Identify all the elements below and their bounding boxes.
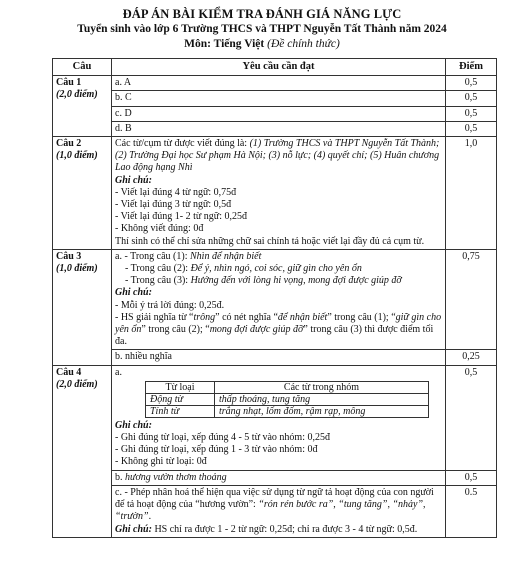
q3-content	[112, 249, 446, 350]
q3-n2k1: để nhận biết	[277, 311, 328, 323]
q2-note-label: Ghi chú:	[115, 174, 152, 186]
q2-extra: Thí sinh có thể chỉ sửa những chữ sai chính tả hoặc viết lại đầy đủ cả cụm từ.	[115, 235, 425, 247]
q3-n2w: trông	[193, 311, 216, 323]
inner-type-1: Động từ	[146, 393, 215, 405]
q2-answer	[115, 138, 442, 175]
q4-c-pt: 0.5	[446, 485, 497, 537]
q2-note-3: - Viết lại đúng 1- 2 từ ngữ: 0,25đ	[115, 211, 247, 223]
q1-row-d: d. B	[112, 121, 446, 136]
inner-words-1: thấp thoáng, tung tăng	[215, 393, 429, 405]
q3-a1	[115, 251, 442, 263]
q2-note-2: - Viết lại đúng 3 từ ngữ: 0,5đ	[115, 199, 232, 211]
q1-pt-c: 0,5	[446, 106, 497, 121]
q1-row-b: b. C	[112, 91, 446, 106]
subject-note: (Đề chính thức)	[267, 38, 340, 50]
doc-title: ĐÁP ÁN BÀI KIỂM TRA ĐÁNH GIÁ NĂNG LỰC	[122, 7, 402, 21]
inner-h-words: Các từ trong nhóm	[215, 381, 429, 393]
inner-row	[146, 405, 429, 417]
q3-points: (1,0 điểm)	[56, 263, 98, 275]
q3-n2k2: giữ gìn cho yên ổn	[115, 311, 442, 336]
q4-a-label: a.	[115, 366, 122, 378]
q4-b-prefix: b.	[115, 471, 125, 483]
q4-c-q3: “nhảy”	[392, 499, 424, 511]
q4-c-sep2: ,	[387, 499, 393, 511]
inner-h-type: Từ loại	[146, 381, 215, 393]
q4-c	[112, 485, 446, 537]
q2-note-4: - Không viết đúng: 0đ	[115, 223, 204, 235]
q3-a2-prefix: - Trong câu (2):	[125, 263, 191, 275]
table-header-row	[53, 59, 497, 76]
q1-pt-a: 0,5	[446, 76, 497, 91]
q3-b-pt: 0,25	[446, 350, 497, 365]
q4-a-pt: 0,5	[446, 365, 497, 470]
table-row	[53, 249, 497, 350]
q3-n2d: ” trong câu (2); “	[141, 324, 210, 336]
q4-c-q2: “tung tăng”	[338, 499, 388, 511]
inner-header-row	[146, 381, 429, 393]
q4-c-q4: “trườn”	[115, 511, 149, 523]
q4-b	[112, 470, 446, 485]
table-row	[53, 137, 497, 250]
q2-label: Câu 2	[56, 138, 82, 150]
q4-c-text	[115, 487, 442, 524]
q3-n2k3: mong đợi được giúp đỡ	[209, 324, 304, 336]
q4-note-label: Ghi chú:	[115, 419, 152, 431]
q4-b-text: hương vườn thơm thoảng	[125, 471, 227, 483]
subject-label: Môn: Tiếng Việt	[184, 38, 265, 50]
q4-note-3: - Không ghi từ loại: 0đ	[115, 456, 207, 468]
inner-row	[146, 393, 429, 405]
table-row	[53, 106, 497, 121]
q2-cell	[53, 137, 112, 250]
q4-c-note-label: Ghi chú:	[115, 523, 152, 535]
q4-c-body: c. - Phép nhân hoá thể hiện qua việc sử dụng từ ngữ tả hoạt động của con người để tả hoạt động của “hương vườn”:	[115, 486, 434, 511]
word-type-table	[145, 381, 429, 418]
q3-a2-text: Để ý, nhìn ngó, coi sóc, giữ gìn cho yên ổn	[190, 263, 362, 275]
q2-intro: Các từ/cụm từ được viết đúng là:	[115, 138, 250, 150]
q4-c-q1: “rón rén bước ra”	[258, 499, 334, 511]
q4-cell	[53, 365, 112, 537]
q4-points: (2,0 điểm)	[56, 378, 98, 390]
q4-b-pt: 0,5	[446, 470, 497, 485]
q2-content	[112, 137, 446, 250]
col-question: Câu	[53, 59, 112, 76]
q3-b: b. nhiều nghĩa	[112, 350, 446, 365]
q4-note-2: - Ghi đúng từ loại, xếp đúng 1 - 3 từ vào nhóm: 0đ	[115, 444, 318, 456]
q1-pt-b: 0,5	[446, 91, 497, 106]
col-requirement: Yêu cầu cần đạt	[112, 59, 446, 76]
q3-a-prefix: a. - Trong câu (1):	[115, 250, 190, 262]
q1-row-c: c. D	[112, 106, 446, 121]
q4-c-note-text: HS chỉ ra được 1 - 2 từ ngữ: 0,25đ; chỉ ra được 3 - 4 từ ngữ: 0,5đ.	[151, 523, 418, 535]
table-row	[53, 91, 497, 106]
table-row	[53, 121, 497, 136]
q1-pt-d: 0,5	[446, 121, 497, 136]
q3-a3-text: Hướng đến với lòng hi vọng, mong đợi được giúp đỡ	[190, 275, 402, 287]
table-row	[53, 365, 497, 470]
table-row	[53, 470, 497, 485]
inner-words-2: trắng nhạt, lốm đốm, rậm rạp, mông	[215, 405, 429, 417]
q3-label: Câu 3	[56, 250, 82, 262]
inner-type-2: Tính từ	[146, 405, 215, 417]
q2-pt: 1,0	[446, 137, 497, 250]
table-row	[53, 76, 497, 91]
q3-note-1: - Mỗi ý trả lời đúng: 0,25đ.	[115, 299, 225, 311]
subject-line	[0, 37, 524, 52]
q4-label: Câu 4	[56, 366, 82, 378]
table-row	[53, 485, 497, 537]
q2-points: (1,0 điểm)	[56, 150, 98, 162]
answer-table	[52, 58, 497, 538]
q3-note-2	[115, 312, 442, 349]
table-row	[53, 350, 497, 365]
q2-note-1: - Viết lại đúng 4 từ ngữ: 0,75đ	[115, 186, 237, 198]
q3-n2a: - HS giải nghĩa từ “	[115, 311, 194, 323]
q4-content	[112, 365, 446, 470]
q4-c-sep3: ,	[423, 499, 426, 511]
q4-note-1: - Ghi đúng từ loại, xếp đúng 4 - 5 từ vào nhóm: 0,25đ	[115, 432, 330, 444]
q1-row-a: a. A	[112, 76, 446, 91]
q3-note-label: Ghi chú:	[115, 287, 152, 299]
q4-c-note	[115, 524, 442, 536]
col-points: Điểm	[446, 59, 497, 76]
q4-c-sep1: ,	[333, 499, 339, 511]
q3-a-pt: 0,75	[446, 249, 497, 350]
q3-a1-text: Nhìn để nhận biết	[190, 250, 262, 262]
q1-cell	[53, 76, 112, 137]
doc-subtitle: Tuyển sinh vào lớp 6 Trường THCS và THPT Nguyễn Tất Thành năm 2024	[77, 23, 447, 35]
q1-label: Câu 1	[56, 77, 82, 89]
q4-c-end: .	[148, 511, 152, 523]
q3-n2c: ” trong câu (1); “	[327, 311, 396, 323]
q3-a3	[115, 275, 442, 287]
q3-a2	[115, 263, 442, 275]
q3-cell	[53, 249, 112, 365]
q3-n2e: ” trong câu (3) thì được điểm tối đa.	[115, 324, 434, 348]
q3-n2b: ” có nét nghĩa “	[215, 311, 278, 323]
q2-answer-text: (1) Trường THCS và THPT Nguyễn Tất Thành; (2) Trường Đại học Sư phạm Hà Nội; (3) nỗ lực; (4) quyết chí; (5) Huân chương Lao động hạng Nhì	[115, 138, 440, 174]
q3-a3-prefix: - Trong câu (3):	[125, 275, 191, 287]
q1-points: (2,0 điểm)	[56, 89, 98, 101]
